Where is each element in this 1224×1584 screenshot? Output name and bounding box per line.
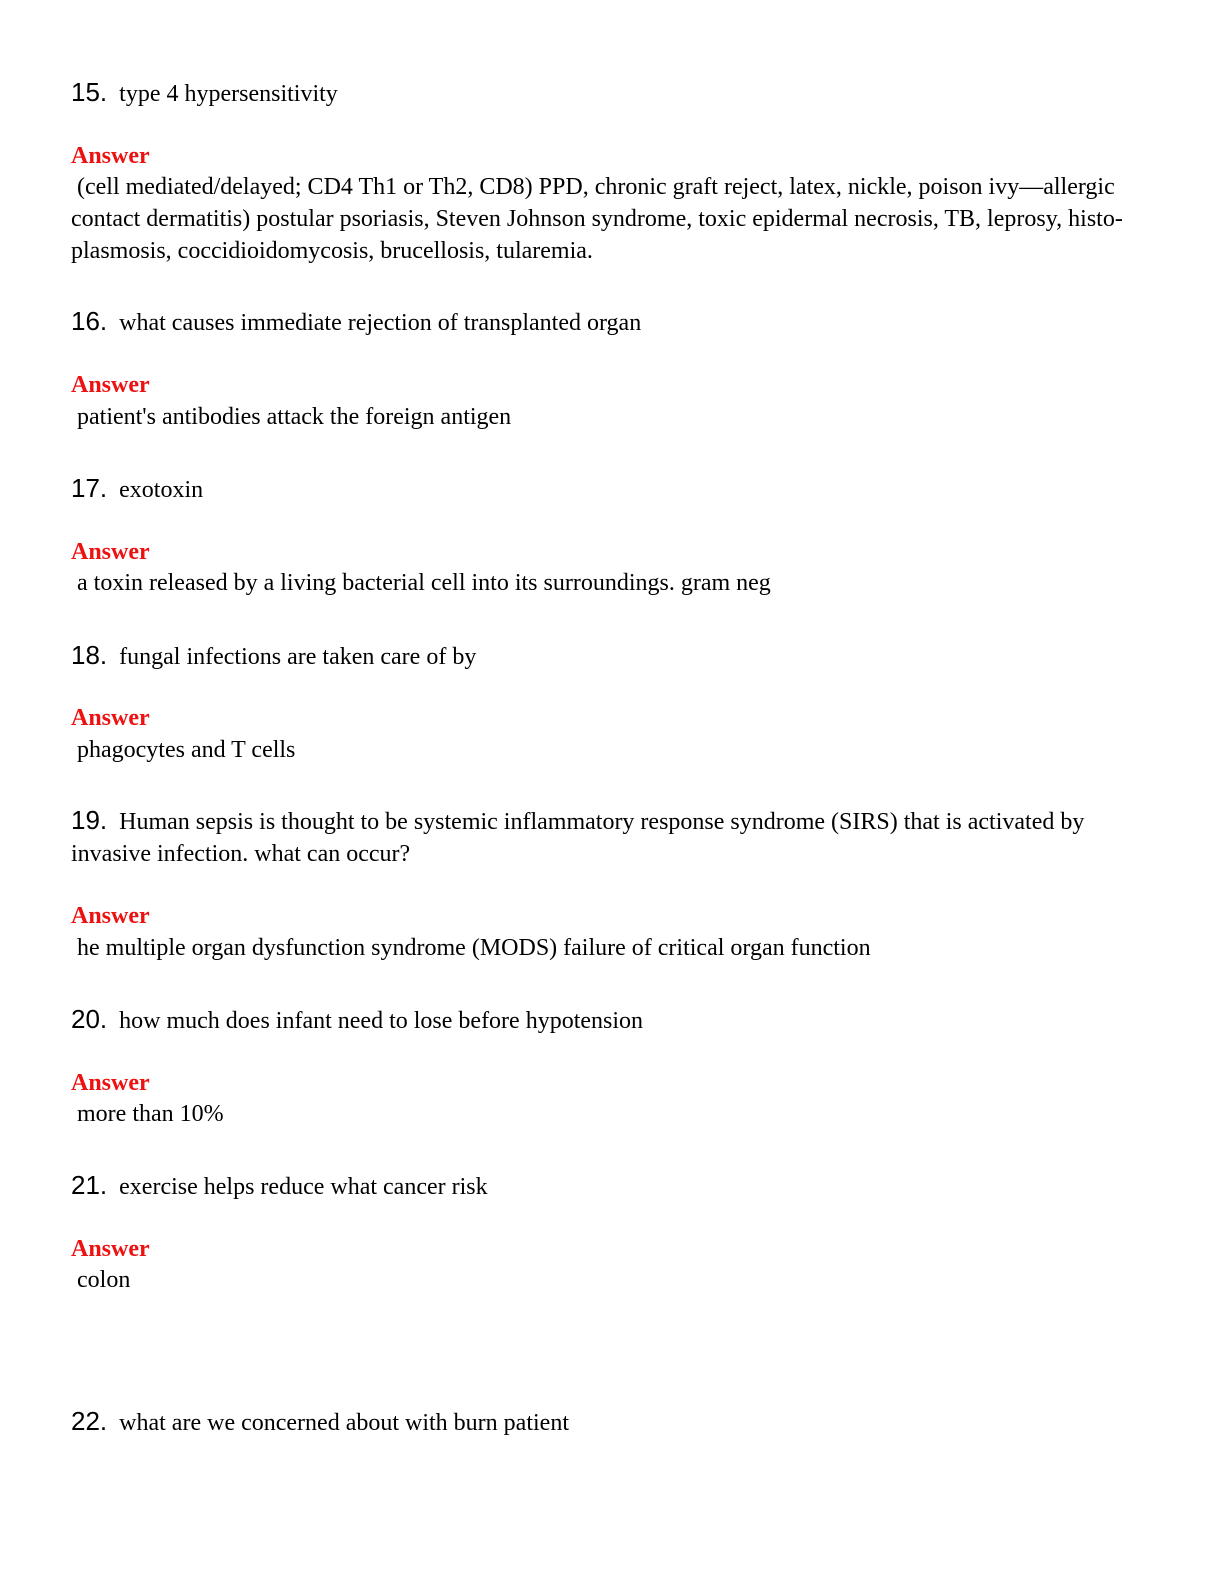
question-number: 15. xyxy=(71,77,108,107)
question-text: how much does infant need to lose before hypotension xyxy=(119,1008,644,1034)
question-text: exercise helps reduce what cancer risk xyxy=(119,1174,488,1200)
question-text: what are we concerned about with burn patient xyxy=(119,1410,569,1436)
answer-text-20: more than 10% xyxy=(71,1101,224,1127)
answer-text-21: colon xyxy=(71,1267,131,1293)
question-text: type 4 hypersensitivity xyxy=(119,81,338,107)
answer-label: Answer xyxy=(71,539,150,565)
question-21 xyxy=(71,1169,1151,1203)
answer-label: Answer xyxy=(71,372,150,398)
question-text: what causes immediate rejection of transplanted organ xyxy=(119,310,642,336)
question-number: 19. xyxy=(71,805,108,835)
question-number: 17. xyxy=(71,473,108,503)
question-22 xyxy=(71,1405,1151,1439)
answer-label: Answer xyxy=(71,705,150,731)
answer-label: Answer xyxy=(71,143,150,169)
question-text: exotoxin xyxy=(119,477,204,503)
question-20 xyxy=(71,1003,1151,1037)
question-18 xyxy=(71,639,1151,673)
question-16 xyxy=(71,305,1151,339)
question-15 xyxy=(71,76,1151,110)
question-number: 22. xyxy=(71,1406,108,1436)
answer-text-19: he multiple organ dysfunction syndrome (MODS) failure of critical organ function xyxy=(71,935,871,961)
question-number: 20. xyxy=(71,1004,108,1034)
answer-text-15: (cell mediated/delayed; CD4 Th1 or Th2, CD8) PPD, chronic graft reject, latex, nickle, poison ivy—allergic contact dermatitis) postular psoriasis, Steven Johnson syndrome, toxic epidermal necrosis, TB, leprosy, histo- plasmosis, coccidioidomycosis, brucellosis, tularemia. xyxy=(71,174,1129,264)
question-number: 21. xyxy=(71,1170,108,1200)
answer-label: Answer xyxy=(71,903,150,929)
answer-label: Answer xyxy=(71,1070,150,1096)
answer-text-18: phagocytes and T cells xyxy=(71,737,296,763)
question-17 xyxy=(71,472,1151,506)
question-text: fungal infections are taken care of by xyxy=(119,644,477,670)
question-number: 16. xyxy=(71,306,108,336)
answer-text-16: patient's antibodies attack the foreign antigen xyxy=(71,404,512,430)
question-text: Human sepsis is thought to be systemic inflammatory response syndrome (SIRS) that is activated by invasive infection. what can occur? xyxy=(71,809,1085,867)
question-19 xyxy=(71,804,1151,870)
answer-text-17: a toxin released by a living bacterial cell into its surroundings. gram neg xyxy=(71,570,771,596)
answer-label: Answer xyxy=(71,1236,150,1262)
question-number: 18. xyxy=(71,640,108,670)
